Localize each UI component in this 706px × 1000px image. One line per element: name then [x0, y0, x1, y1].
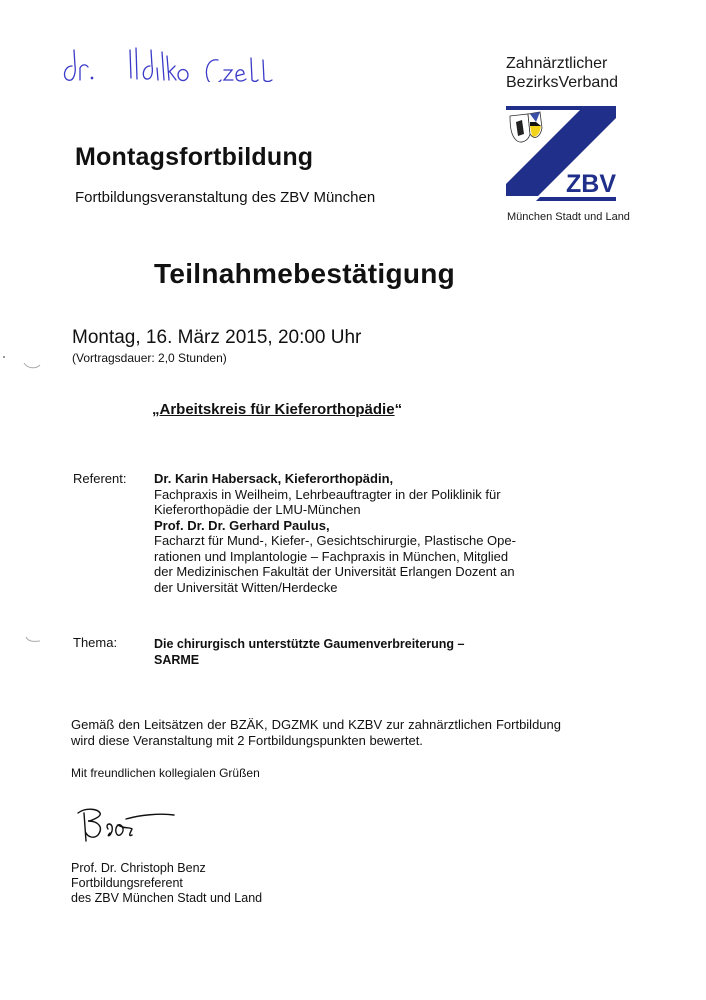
event-name-text: Arbeitskreis für Kieferorthopädie — [159, 401, 395, 418]
logo-title-line1: Zahnärztlicher — [506, 55, 608, 72]
arc-icon — [24, 635, 44, 645]
speaker-detail: der Medizinischen Fakultät der Universität Erlangen Dozent an — [154, 564, 515, 579]
speaker-label: Referent: — [73, 471, 127, 486]
speaker-detail: der Universität Witten/Herdecke — [154, 579, 338, 595]
speaker-name: Prof. Dr. Dr. Gerhard Paulus, — [154, 517, 330, 533]
margin-dot — [2, 346, 22, 356]
topic-line: Die chirurgisch unterstützte Gaumenverbreiterung – — [154, 637, 465, 651]
handwritten-name-icon — [58, 22, 328, 82]
speaker-detail: Kieferorthopädie der LMU-München — [154, 502, 361, 517]
signer-block — [71, 861, 262, 906]
logo-subtitle: München Stadt und Land — [507, 211, 630, 223]
credit-points-paragraph: Gemäß den Leitsätzen der BZÄK, DGZMK und KZBV zur zahnärztlichen Fortbildung wird diese Veranstaltung mit 2 Fortbildungspunkten bewertet. — [71, 717, 561, 748]
signer-role: Fortbildungsreferent — [71, 876, 183, 890]
handwritten-name — [58, 22, 328, 82]
page-subtitle: Fortbildungsveranstaltung des ZBV München — [75, 189, 376, 206]
speaker-name: Dr. Karin Habersack, Kieferorthopädin, — [154, 471, 394, 486]
speaker-detail: Facharzt für Mund-, Kiefer-, Gesichtschirurgie, Plastische Ope- — [154, 533, 516, 548]
open-quote: „ — [152, 401, 160, 418]
speaker-detail: Fachpraxis in Weilheim, Lehrbeauftragter in der Poliklinik für — [154, 486, 501, 502]
event-duration: (Vortragsdauer: 2,0 Stunden) — [72, 351, 227, 365]
page-title: Montagsfortbildung — [75, 143, 314, 171]
speaker-list — [154, 471, 584, 595]
closing-greeting: Mit freundlichen kollegialen Grüßen — [71, 766, 260, 780]
zbv-logo — [506, 104, 616, 202]
close-quote: “ — [394, 401, 403, 418]
logo-title — [506, 54, 618, 92]
margin-punch-mark — [22, 358, 42, 368]
topic-line: SARME — [154, 652, 200, 667]
signature — [76, 805, 186, 845]
topic-label: Thema: — [73, 635, 118, 650]
zbv-logo-icon — [506, 104, 616, 202]
logo-title-line2: BezirksVerband — [506, 74, 619, 91]
dot-icon — [2, 355, 6, 359]
event-date: Montag, 16. März 2015, 20:00 Uhr — [72, 327, 362, 348]
document-title: Teilnahmebestätigung — [154, 258, 456, 289]
speaker-detail: rationen und Implantologie – Fachpraxis in München, Mitglied — [154, 548, 509, 564]
svg-text:ZBV: ZBV — [566, 170, 616, 198]
signature-icon — [76, 805, 186, 845]
event-name — [152, 401, 402, 418]
signer-name: Prof. Dr. Christoph Benz — [71, 861, 206, 875]
topic — [154, 637, 584, 668]
arc-icon — [22, 361, 42, 371]
margin-punch-mark — [24, 632, 44, 642]
signer-org: des ZBV München Stadt und Land — [71, 891, 263, 905]
